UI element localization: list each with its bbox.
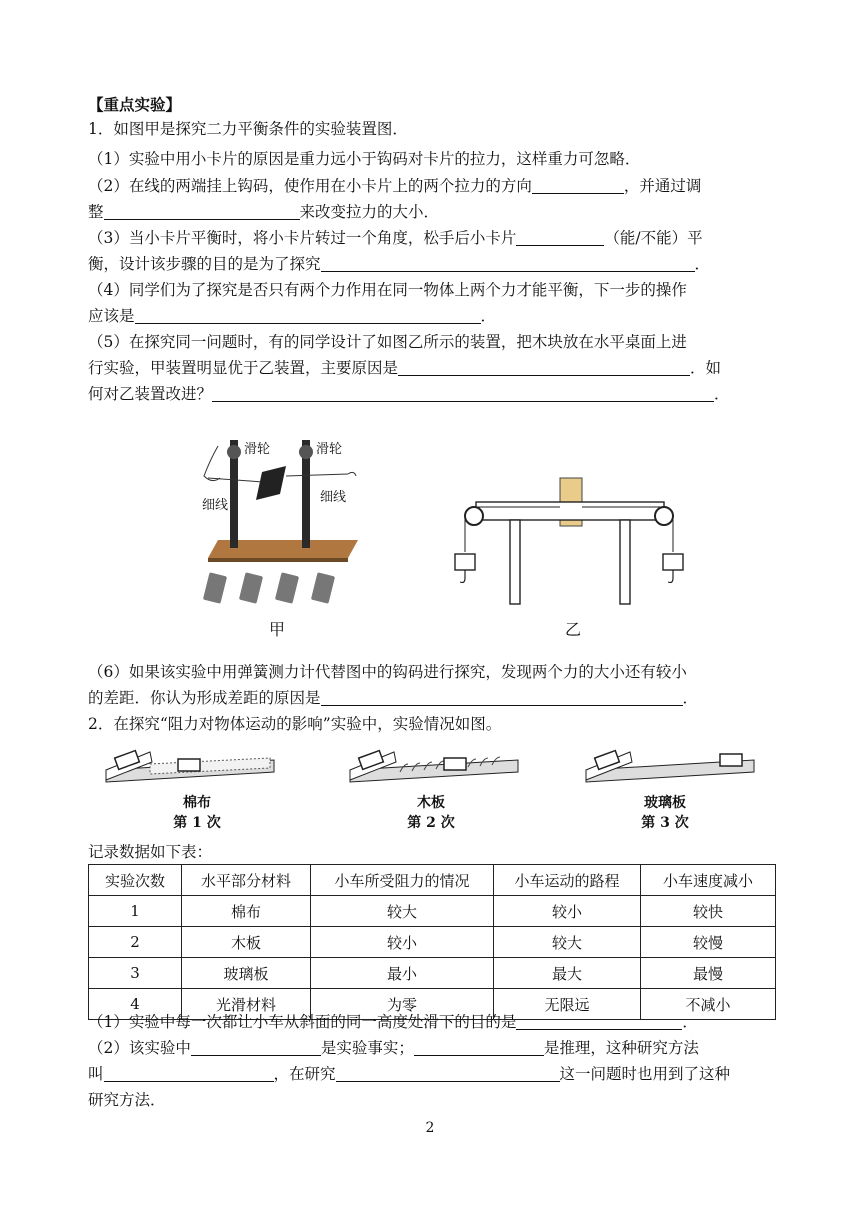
- hook-weights-icon: [203, 572, 335, 604]
- table-row: [89, 896, 776, 927]
- q1-part4-line2: [88, 304, 778, 328]
- right-pulley-icon: [655, 507, 673, 525]
- label-string-left: 细线: [202, 498, 229, 513]
- right-pulley-icon: [299, 445, 313, 459]
- left-pulley-icon: [465, 507, 483, 525]
- answer-blank-improvement[interactable]: [212, 385, 714, 402]
- answer-blank-balance[interactable]: [516, 229, 604, 246]
- q2-sub2-line3: 研究方法．: [88, 1091, 166, 1109]
- q1-part6-line1: （6）如果该实验中用弹簧测力计代替图中的钩码进行探究，发现两个力的大小还有较小: [88, 663, 687, 681]
- q2-sub2-text-a: （2）该实验中: [88, 1039, 191, 1057]
- q1-part3-line2: [88, 252, 778, 276]
- q1-part6-line2: [88, 686, 778, 710]
- q1-part5-line1: （5）在探究同一问题时，有的同学设计了如图乙所示的装置，把木块放在水平桌面上进: [88, 333, 687, 351]
- table-cell: 较慢: [641, 927, 776, 958]
- table-cell: 较快: [641, 896, 776, 927]
- table-header-cell: 小车速度减小: [641, 865, 776, 896]
- label-pulley-left: 滑轮: [244, 442, 271, 457]
- track-label-2: 木板: [417, 795, 445, 811]
- right-hook-weight-icon: [663, 554, 683, 570]
- q1-part5-text-d: 何对乙装置改进？: [88, 385, 213, 403]
- q1-part3-text-a: （3）当小卡片平衡时，将小卡片转过一个角度，松手后小卡片: [88, 229, 517, 247]
- answer-blank-direction[interactable]: [532, 177, 624, 194]
- table-row: [89, 927, 776, 958]
- track-trial-3: 第 3 次: [641, 815, 689, 831]
- track-trial-2: 第 2 次: [407, 815, 455, 831]
- table-header-row: [89, 865, 776, 896]
- table-cell: 2: [89, 927, 182, 958]
- q1-part3-text-c: 衡，设计该步骤的目的是为了探究: [88, 255, 321, 273]
- q2-sub2-text-b: 是实验事实；: [320, 1039, 414, 1057]
- table-header-cell: 水平部分材料: [182, 865, 311, 896]
- answer-blank-inference[interactable]: [414, 1039, 544, 1056]
- q1-part2-line2: [88, 200, 778, 224]
- q1-part2-text-d: 来改变拉力的大小．: [299, 203, 440, 221]
- q1-part2-text-c: 整: [88, 203, 104, 221]
- right-string: [286, 474, 348, 476]
- table-leg-left: [510, 520, 520, 604]
- cart-icon: [720, 754, 742, 766]
- answer-blank-adjust[interactable]: [104, 203, 300, 220]
- q1-part4-line1: （4）同学们为了探究是否只有两个力作用在同一物体上两个力才能平衡，下一步的操作: [88, 281, 687, 299]
- table-leg-right: [620, 520, 630, 604]
- answer-blank-method[interactable]: [104, 1065, 274, 1082]
- q1-part5-line3: [88, 382, 778, 406]
- table-cell: 较大: [494, 927, 641, 958]
- q1-part6-text-b: 的差距．你认为形成差距的原因是: [88, 689, 321, 707]
- table-cell: 无限远: [494, 989, 641, 1020]
- q1-part2-text-a: （2）在线的两端挂上钩码，使作用在小卡片上的两个拉力的方向: [88, 177, 532, 195]
- table-cell: 最小: [311, 958, 494, 989]
- table-cell: 较小: [311, 927, 494, 958]
- q1-intro: 1．如图甲是探究二力平衡条件的实验装置图．: [88, 120, 408, 138]
- caption-jia: 甲: [269, 620, 286, 639]
- answer-blank-same-height[interactable]: [516, 1013, 682, 1030]
- table-header-cell: 实验次数: [89, 865, 182, 896]
- figure-jia-apparatus: [198, 430, 378, 610]
- track-label-1: 棉布: [183, 795, 211, 811]
- track-label-3: 玻璃板: [644, 795, 686, 811]
- q1-part2-text-b: ，并通过调: [623, 177, 702, 195]
- table-row: [89, 958, 776, 989]
- q1-part3-line1: [88, 226, 778, 250]
- q2-sub1: [88, 1010, 778, 1034]
- q2-sub2-line2: [88, 1062, 778, 1086]
- table-cell: 为零: [311, 989, 494, 1020]
- track-figure-glass: [580, 742, 760, 792]
- q1-part5-line2: [88, 356, 778, 380]
- track-trial-1: 第 1 次: [173, 815, 221, 831]
- section-heading: 【重点实验】: [88, 95, 182, 114]
- table-top: [476, 502, 664, 520]
- cart-icon: [444, 758, 466, 770]
- answer-blank-other-problem[interactable]: [336, 1065, 560, 1082]
- cart-icon: [178, 759, 200, 771]
- data-table: [88, 864, 776, 1020]
- table-intro: 记录数据如下表：: [88, 843, 213, 861]
- q2-sub1-text-b: ．: [682, 1013, 698, 1031]
- table-cell: 4: [89, 989, 182, 1020]
- track-figure-cloth: [100, 742, 280, 792]
- caption-yi: 乙: [565, 620, 582, 639]
- table-cell: 不减小: [641, 989, 776, 1020]
- track-figure-wood: [344, 742, 524, 792]
- table-cell: 光滑材料: [182, 989, 311, 1020]
- q1-part3-text-b: （能/不能）平: [604, 229, 703, 247]
- table-cell: 较大: [311, 896, 494, 927]
- small-card: [256, 466, 286, 500]
- table-cell: 3: [89, 958, 182, 989]
- q2-sub2-line1: [88, 1036, 778, 1060]
- left-hook-weight-icon: [455, 554, 475, 570]
- q1-part5-text-c: ．如: [690, 359, 722, 377]
- q2-sub2-text-e: ，在研究: [273, 1065, 336, 1083]
- q2-sub2-text-d: 叫: [88, 1065, 104, 1083]
- left-pulley-icon: [227, 445, 241, 459]
- table-cell: 1: [89, 896, 182, 927]
- table-header-cell: 小车所受阻力的情况: [311, 865, 494, 896]
- answer-blank-purpose[interactable]: [321, 255, 695, 272]
- q2-sub1-text-a: （1）实验中每一次都让小车从斜面的同一高度处滑下的目的是: [88, 1013, 517, 1031]
- q2-intro: 2．在探究“阻力对物体运动的影响”实验中，实验情况如图。: [88, 715, 502, 733]
- q1-part5-text-e: ．: [714, 385, 730, 403]
- table-cell: 最慢: [641, 958, 776, 989]
- figure-yi-apparatus: [448, 470, 698, 610]
- answer-blank-main-reason[interactable]: [398, 359, 690, 376]
- answer-blank-fact[interactable]: [191, 1039, 321, 1056]
- table-cell: 最大: [494, 958, 641, 989]
- q1-part4-text-b: 应该是: [88, 307, 135, 325]
- answer-blank-next-step[interactable]: [135, 307, 481, 324]
- q1-part5-text-b: 行实验，甲装置明显优于乙装置，主要原因是: [88, 359, 399, 377]
- table-cell: 较小: [494, 896, 641, 927]
- table-cell: 木板: [182, 927, 311, 958]
- page-number: 2: [425, 1120, 435, 1136]
- label-string-right: 细线: [320, 490, 347, 505]
- table-cell: 棉布: [182, 896, 311, 927]
- q2-sub2-text-f: 这一问题时也用到了这种: [559, 1065, 731, 1083]
- q1-part4-text-c: ．: [480, 307, 497, 325]
- q1-part6-text-c: ．: [682, 689, 699, 707]
- table-cell: 玻璃板: [182, 958, 311, 989]
- answer-blank-gap-reason[interactable]: [321, 689, 683, 706]
- q1-part1: （1）实验中用小卡片的原因是重力远小于钩码对卡片的拉力，这样重力可忽略．: [88, 150, 641, 168]
- table-header-cell: 小车运动的路程: [494, 865, 641, 896]
- q2-sub2-text-c: 是推理，这种研究方法: [543, 1039, 699, 1057]
- q1-part2-line1: [88, 174, 778, 198]
- q1-part3-text-d: ．: [694, 255, 711, 273]
- label-pulley-right: 滑轮: [316, 442, 343, 457]
